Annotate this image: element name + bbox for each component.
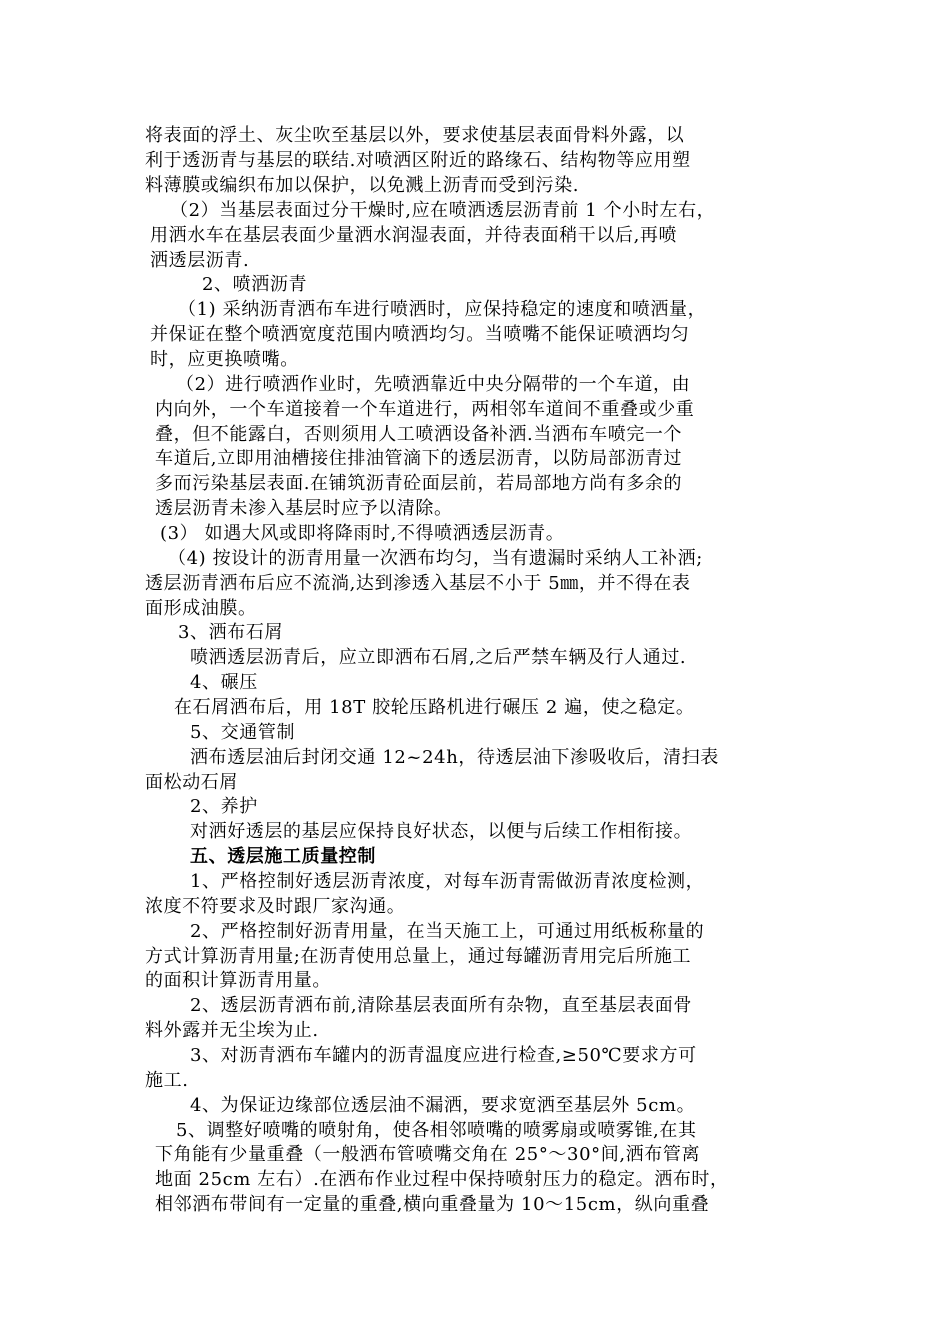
text-line: (3） 如遇大风或即将降雨时,不得喷洒透层沥青。 — [160, 523, 565, 544]
section-heading: 2、喷洒沥青 — [202, 274, 308, 295]
text-line: 料外露并无尘埃为止. — [145, 1020, 319, 1041]
text-line: 透层沥青洒布后应不流淌,达到渗透入基层不小于 5㎜，并不得在表 — [145, 573, 691, 594]
text-line: 面形成油膜。 — [145, 598, 257, 619]
text-line: 2、透层沥青洒布前,清除基层表面所有杂物，直至基层表面骨 — [190, 995, 692, 1016]
text-line: 4、为保证边缘部位透层油不漏洒，要求宽洒至基层外 5cm。 — [190, 1095, 696, 1116]
text-line: 喷洒透层沥青后，应立即洒布石屑,之后严禁车辆及行人通过. — [190, 647, 687, 668]
text-line: 相邻洒布带间有一定量的重叠,横向重叠量为 10～15cm，纵向重叠 — [155, 1194, 710, 1215]
text-line: 施工. — [145, 1070, 189, 1091]
text-line: 透层沥青未渗入基层时应予以清除。 — [155, 498, 453, 519]
text-line: 内向外，一个车道接着一个车道进行，两相邻车道间不重叠或少重 — [155, 399, 695, 420]
text-line: 面松动石屑 — [145, 772, 238, 793]
chapter-heading: 五、透层施工质量控制 — [190, 846, 376, 867]
text-line: 在石屑洒布后，用 18T 胶轮压路机进行碾压 2 遍，使之稳定。 — [174, 697, 695, 718]
text-line: 2、严格控制好沥青用量，在当天施工上，可通过用纸板称量的 — [190, 921, 705, 942]
text-line: （2）当基层表面过分干燥时,应在喷洒透层沥青前 1 个小时左右， — [170, 200, 716, 221]
section-heading: 5、交通管制 — [190, 722, 296, 743]
text-line: 1、严格控制好透层沥青浓度，对每车沥青需做沥青浓度检测， — [190, 871, 705, 892]
text-line: 多而污染基层表面.在铺筑沥青砼面层前，若局部地方尚有多余的 — [155, 473, 683, 494]
section-heading: 4、碾压 — [190, 672, 258, 693]
text-line: 料薄膜或编织布加以保护，以免溅上沥青而受到污染. — [145, 175, 580, 196]
text-line: 叠，但不能露白，否则须用人工喷洒设备补洒.当洒布车喷完一个 — [155, 424, 683, 445]
text-line: 3、对沥青洒布车罐内的沥青温度应进行检查,≥50℃要求方可 — [190, 1045, 697, 1066]
section-heading: 2、养护 — [190, 796, 258, 817]
text-line: 下角能有少量重叠（一般洒布管喷嘴交角在 25°～30°间,洒布管离 — [155, 1144, 701, 1165]
text-line: （4) 按设计的沥青用量一次洒布均匀，当有遗漏时采纳人工补洒; — [168, 548, 703, 569]
text-line: 并保证在整个喷洒宽度范围内喷洒均匀。当喷嘴不能保证喷洒均匀 — [150, 324, 690, 345]
text-line: 浓度不符要求及时跟厂家沟通。 — [145, 896, 406, 917]
text-line: 车道后,立即用油槽接住排油管滴下的透层沥青，以防局部沥青过 — [155, 448, 683, 469]
section-heading: 3、洒布石屑 — [178, 622, 284, 643]
text-line: 的面积计算沥青用量。 — [145, 970, 331, 991]
text-line: 洒透层沥青. — [150, 250, 250, 271]
text-line: 洒布透层油后封闭交通 12~24h，待透层油下渗吸收后，清扫表 — [190, 747, 719, 768]
text-line: 方式计算沥青用量;在沥青使用总量上，通过每罐沥青用完后所施工 — [145, 946, 692, 967]
text-line: 用洒水车在基层表面少量洒水润湿表面，并待表面稍干以后,再喷 — [150, 225, 678, 246]
text-line: 地面 25cm 左右）.在洒布作业过程中保持喷射压力的稳定。洒布时， — [155, 1169, 729, 1190]
text-line: 时，应更换喷嘴。 — [150, 349, 299, 370]
text-line: （2）进行喷洒作业时，先喷洒靠近中央分隔带的一个车道，由 — [176, 374, 691, 395]
text-line: （1) 采纳沥青洒布车进行喷洒时，应保持稳定的速度和喷洒量， — [178, 299, 707, 320]
text-line: 对洒好透层的基层应保持良好状态，以便与后续工作相衔接。 — [190, 821, 693, 842]
text-line: 将表面的浮土、灰尘吹至基层以外，要求使基层表面骨料外露，以 — [145, 125, 685, 146]
text-line: 5、调整好喷嘴的喷射角，使各相邻喷嘴的喷雾扇或喷雾锥,在其 — [176, 1120, 697, 1141]
text-line: 利于透沥青与基层的联结.对喷洒区附近的路缘石、结构物等应用塑 — [145, 150, 691, 171]
